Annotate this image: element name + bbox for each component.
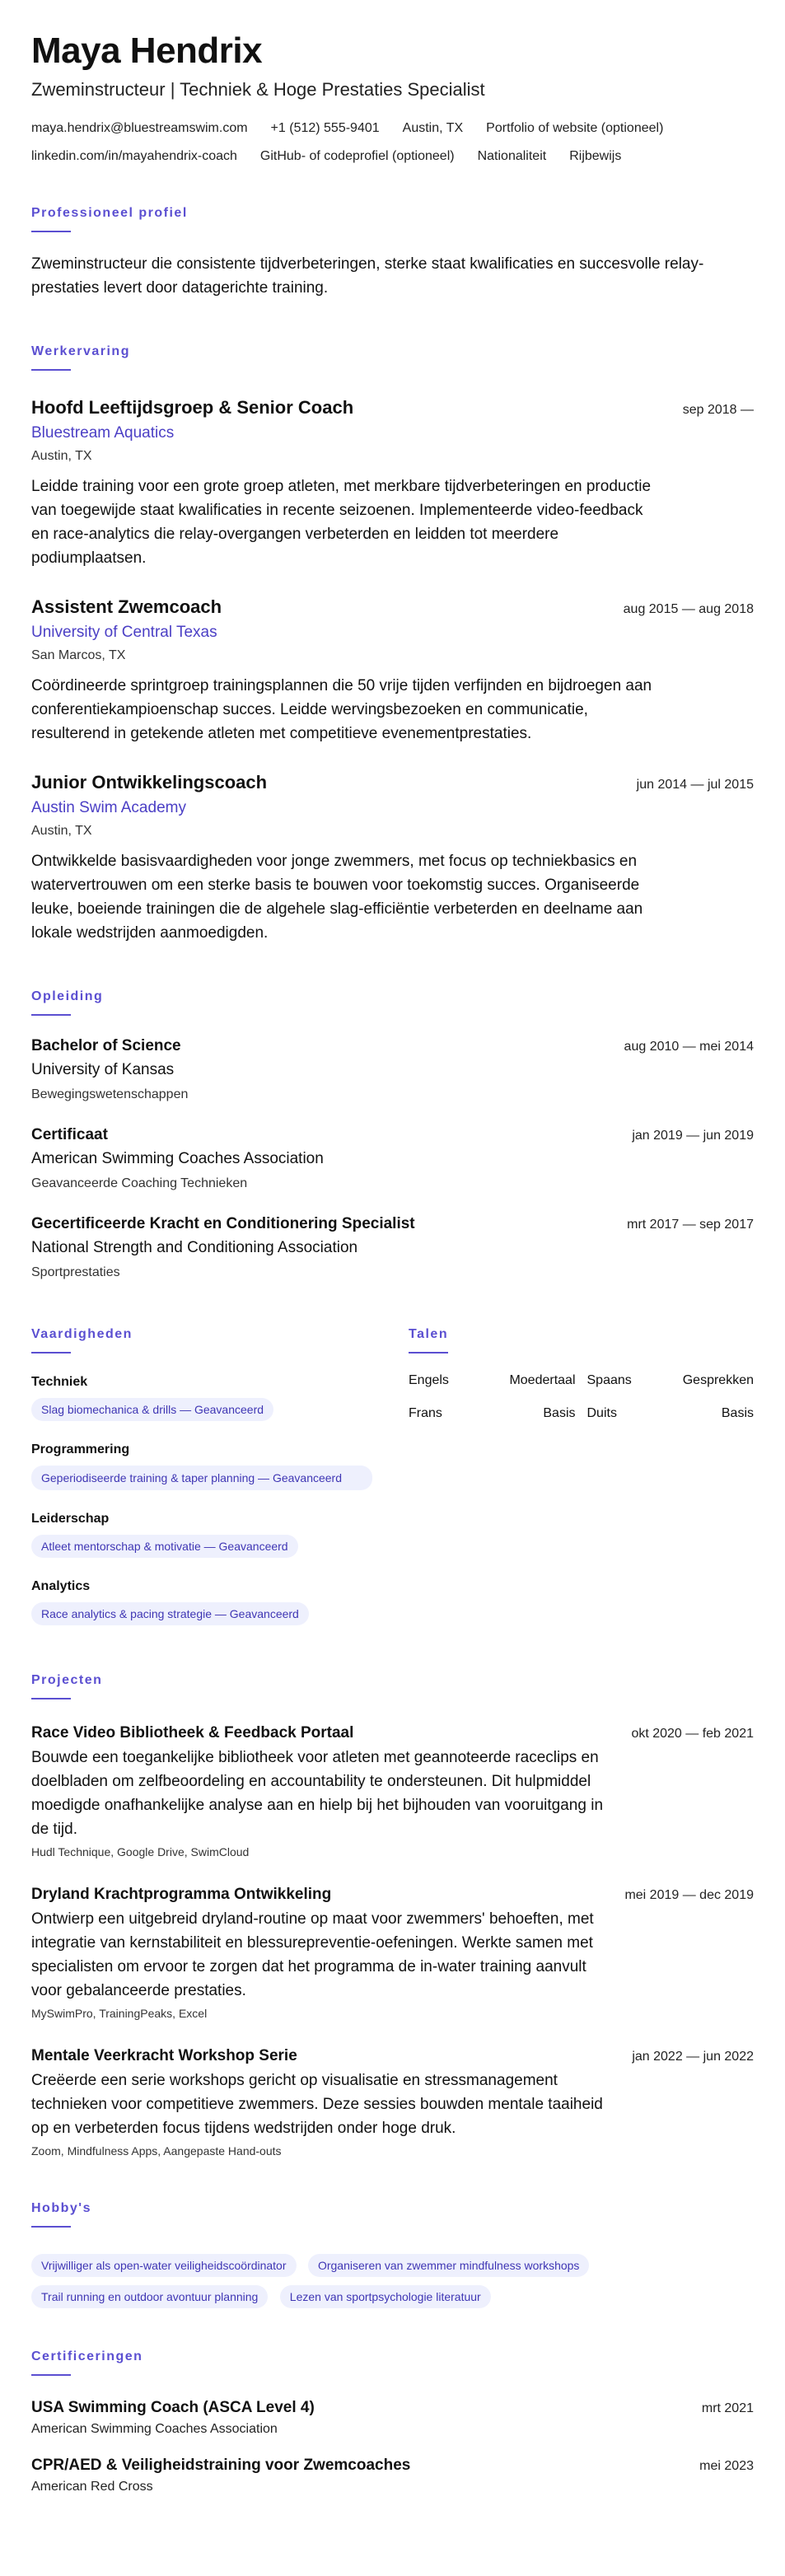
certification-org: American Red Cross	[31, 2480, 153, 2494]
project-dates: jan 2022 — jun 2022	[632, 2050, 754, 2064]
project-title: Dryland Krachtprogramma Ontwikkeling	[31, 1886, 332, 1903]
skill-group-name: Techniek	[31, 1375, 88, 1389]
job-location: Austin, TX	[31, 449, 92, 463]
skill-chip: Atleet mentorschap & motivatie — Geavanceerd	[31, 1535, 298, 1558]
skill-chip: Race analytics & pacing strategie — Geavanceerd	[31, 1602, 309, 1625]
education-entry	[31, 1036, 754, 1105]
project-description: Ontwierp een uitgebreid dryland-routine op maat voor zwemmers' behoeften, met integratie van kernstabiliteit en blessurepreventie-oefeningen. Werkte samen met specialisten om ervoor te zorgen dat het programma de in-water training aanvult voor gebalanceerde prestaties.	[31, 1910, 594, 1999]
language-item	[587, 1405, 755, 1423]
certification-entry	[31, 2455, 754, 2496]
certifications-heading: Certificeringen	[31, 2349, 143, 2363]
education-entry	[31, 1213, 754, 1283]
languages-section	[409, 1325, 754, 1625]
project-entry	[31, 1884, 754, 2022]
education-degree: Gecertificeerde Kracht en Conditionering Specialist	[31, 1215, 415, 1232]
skill-group	[31, 1510, 377, 1558]
section-divider	[31, 2226, 71, 2228]
candidate-title: Zweminstructeur | Techniek & Hoge Prestaties Specialist	[31, 79, 485, 100]
language-level: Basis	[543, 1406, 576, 1420]
experience-heading: Werkervaring	[31, 344, 130, 358]
skill-chip: Slag biomechanica & drills — Geavanceerd	[31, 1398, 273, 1421]
hobby-chip: Trail running en outdoor avontuur planning	[31, 2285, 268, 2308]
hobby-chip: Lezen van sportpsychologie literatuur	[280, 2285, 491, 2308]
education-section	[31, 988, 754, 1283]
candidate-name: Maya Hendrix	[31, 30, 263, 71]
education-school: National Strength and Conditioning Association	[31, 1239, 358, 1256]
education-field: Sportprestaties	[31, 1265, 120, 1279]
language-level: Gesprekken	[682, 1373, 754, 1387]
experience-section	[31, 343, 754, 945]
section-divider	[31, 1014, 71, 1016]
project-entry	[31, 2045, 754, 2160]
language-name: Engels	[409, 1373, 449, 1387]
projects-heading: Projecten	[31, 1673, 103, 1687]
skill-group	[31, 1441, 377, 1490]
certification-date: mrt 2021	[701, 2401, 754, 2415]
education-school: University of Kansas	[31, 1061, 175, 1078]
certification-name: USA Swimming Coach (ASCA Level 4)	[31, 2399, 315, 2416]
skills-section	[31, 1325, 377, 1625]
language-item	[409, 1405, 576, 1423]
certifications-section	[31, 2348, 754, 2496]
project-description: Creëerde een serie workshops gericht op visualisatie en stressmanagement technieken voor competitieve zwemmers. Deze sessies bouwden mentale taaiheid op en verbeterden focus tijdens wedstrijden onder hoge druk.	[31, 2072, 603, 2137]
project-entry	[31, 1723, 754, 1861]
projects-section	[31, 1671, 754, 2160]
contact-nationality: Nationaliteit	[477, 149, 547, 163]
contact-email[interactable]: maya.hendrix@bluestreamswim.com	[31, 121, 248, 135]
language-name: Spaans	[586, 1373, 632, 1387]
contact-info	[31, 119, 754, 166]
project-title: Race Video Bibliotheek & Feedback Portaal	[31, 1724, 354, 1741]
job-title: Junior Ontwikkelingscoach	[31, 772, 268, 792]
job-company: Bluestream Aquatics	[31, 424, 175, 442]
profile-text: Zweminstructeur die consistente tijdverbeteringen, sterke staat kwalificaties en succesvolle relay-prestaties levert door datagerichte training.	[31, 255, 704, 297]
section-divider	[31, 1352, 71, 1353]
job-description: Coördineerde sprintgroep trainingsplannen die 50 vrije tijden verfijnden en bijdroegen aan conferentiekampioenschap succes. Leidde wervingsbezoeken en communicatie, resulterend in getekende atleten met competitieve evenementprestaties.	[31, 677, 652, 742]
languages-grid	[409, 1372, 754, 1423]
hobby-chip: Vrijwilliger als open-water veiligheidscoördinator	[31, 2254, 297, 2277]
contact-phone: +1 (512) 555-9401	[270, 121, 380, 135]
project-title: Mentale Veerkracht Workshop Serie	[31, 2047, 297, 2064]
job-location: Austin, TX	[31, 824, 92, 838]
project-tools: Zoom, Mindfulness Apps, Aangepaste Hand-outs	[31, 2144, 282, 2158]
education-field: Geavanceerde Coaching Technieken	[31, 1176, 248, 1190]
skill-group-name: Programmering	[31, 1442, 130, 1456]
project-dates: okt 2020 — feb 2021	[631, 1727, 754, 1741]
hobbies-section	[31, 2200, 754, 2308]
skill-group-name: Leiderschap	[31, 1512, 110, 1526]
job-description: Ontwikkelde basisvaardigheden voor jonge zwemmers, met focus op techniekbasics en watervertrouwen om een sterke basis te bouwen voor toekomstig succes. Organiseerde leuke, boeiende trainingen die de algehele slag-efficiëntie verbeterden en deelname aan lokale wedstrijden aanmoedigden.	[31, 853, 643, 942]
section-divider	[409, 1352, 448, 1353]
contact-github[interactable]: GitHub- of codeprofiel (optioneel)	[259, 149, 455, 163]
certification-date: mei 2023	[699, 2459, 754, 2473]
project-tools: Hudl Technique, Google Drive, SwimCloud	[31, 1845, 250, 1858]
job-location: San Marcos, TX	[31, 648, 126, 662]
education-degree: Bachelor of Science	[31, 1037, 181, 1054]
resume-header	[31, 30, 754, 166]
project-description: Bouwde een toegankelijke bibliotheek voor atleten met geannoteerde raceclips en doelbladen om zelfbeoordeling en accountability te ondersteunen. Dit hulpmiddel moedigde onafhankelijke analyse aan en hielp bij het bijhouden van vooruitgang in de tijd.	[31, 1749, 604, 1838]
job-company: University of Central Texas	[31, 624, 217, 641]
job-dates: jun 2014 — jul 2015	[636, 778, 754, 792]
job-title: Assistent Zwemcoach	[31, 596, 222, 617]
education-entry	[31, 1124, 754, 1194]
job-entry	[31, 770, 754, 945]
hobbies-heading: Hobby's	[31, 2201, 91, 2215]
education-dates: mrt 2017 — sep 2017	[627, 1218, 754, 1232]
section-divider	[31, 2374, 71, 2376]
education-heading: Opleiding	[31, 989, 104, 1003]
certification-entry	[31, 2397, 754, 2438]
hobby-list	[31, 2246, 690, 2308]
language-level: Moedertaal	[509, 1373, 576, 1387]
language-item	[587, 1372, 755, 1390]
certification-name: CPR/AED & Veiligheidstraining voor Zwemcoaches	[31, 2457, 411, 2474]
contact-linkedin[interactable]: linkedin.com/in/mayahendrix-coach	[31, 149, 237, 163]
education-dates: aug 2010 — mei 2014	[624, 1040, 754, 1054]
education-field: Bewegingswetenschappen	[31, 1087, 189, 1101]
contact-portfolio[interactable]: Portfolio of website (optioneel)	[486, 121, 664, 135]
skill-chip: Geperiodiseerde training & taper planning — Geavanceerd	[31, 1466, 372, 1490]
job-company: Austin Swim Academy	[31, 799, 186, 816]
skills-languages-row	[31, 1325, 754, 1625]
project-dates: mei 2019 — dec 2019	[624, 1888, 754, 1902]
contact-location: Austin, TX	[402, 121, 464, 135]
skill-group	[31, 1578, 377, 1625]
education-degree: Certificaat	[31, 1126, 108, 1143]
education-school: American Swimming Coaches Association	[31, 1150, 324, 1167]
section-divider	[31, 1698, 71, 1699]
language-level: Basis	[721, 1406, 754, 1420]
profile-heading: Professioneel profiel	[31, 206, 188, 220]
languages-heading: Talen	[409, 1327, 449, 1341]
project-tools: MySwimPro, TrainingPeaks, Excel	[31, 2007, 208, 2020]
job-dates: sep 2018 —	[682, 403, 754, 417]
section-divider	[31, 231, 71, 232]
job-dates: aug 2015 — aug 2018	[623, 602, 754, 616]
language-name: Frans	[409, 1406, 442, 1420]
hobby-chip: Organiseren van zwemmer mindfulness workshops	[308, 2254, 589, 2277]
skills-heading: Vaardigheden	[31, 1327, 133, 1341]
job-title: Hoofd Leeftijdsgroep & Senior Coach	[31, 397, 354, 418]
section-divider	[31, 369, 71, 371]
skill-group	[31, 1373, 377, 1421]
skill-group-name: Analytics	[31, 1579, 91, 1593]
certification-org: American Swimming Coaches Association	[31, 2422, 278, 2436]
job-entry	[31, 595, 754, 746]
language-name: Duits	[586, 1406, 617, 1420]
language-item	[409, 1372, 576, 1390]
education-dates: jan 2019 — jun 2019	[632, 1129, 754, 1143]
job-entry	[31, 395, 754, 570]
profile-section	[31, 204, 754, 300]
job-description: Leidde training voor een grote groep atleten, met merkbare tijdverbeteringen en productie van toegewijde staat kwalificaties in recente seizoenen. Implementeerde video-feedback en race-analytics die relay-overgangen verbeterden en leidden tot meerdere podiumplaatsen.	[31, 478, 652, 567]
contact-license: Rijbewijs	[569, 149, 622, 163]
